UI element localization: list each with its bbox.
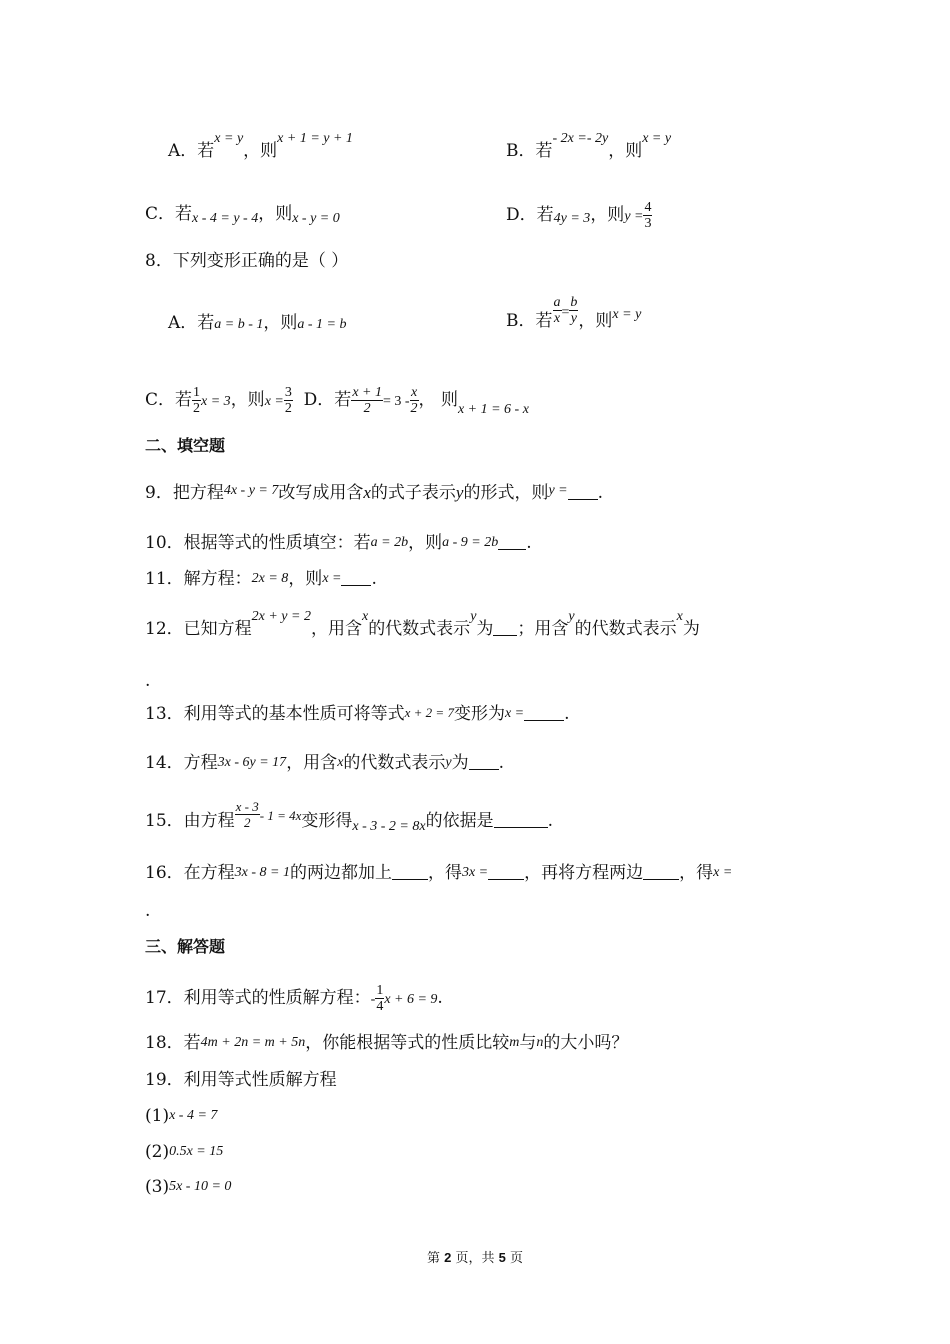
fraction bbox=[351, 385, 383, 416]
q7-option-a bbox=[168, 131, 353, 164]
answer-blank[interactable] bbox=[488, 863, 524, 880]
page-total: 5 bbox=[498, 1250, 506, 1265]
q8-option-b bbox=[506, 295, 642, 334]
fraction bbox=[375, 983, 384, 1014]
numerator: 4 bbox=[644, 200, 652, 215]
item-label: (3) bbox=[145, 1177, 170, 1197]
math-expr: a - 1 = b bbox=[297, 317, 347, 332]
text: 页，共 bbox=[451, 1251, 499, 1266]
question-10 bbox=[145, 532, 532, 556]
denominator: 2 bbox=[363, 401, 371, 416]
math-expr: - 2x =- 2y bbox=[552, 131, 609, 146]
text: 的两边都加上 bbox=[289, 863, 392, 883]
numerator: x bbox=[410, 385, 418, 400]
math-expr: = bbox=[561, 305, 570, 320]
text: . bbox=[597, 483, 604, 503]
option-label: D．若 bbox=[506, 205, 554, 225]
math-var: x bbox=[337, 755, 344, 770]
numerator: x - 3 bbox=[235, 799, 259, 814]
denominator: 3 bbox=[644, 216, 652, 231]
answer-blank[interactable] bbox=[392, 863, 428, 880]
denominator: y bbox=[570, 311, 578, 326]
answer-blank[interactable] bbox=[524, 704, 564, 721]
math-expr: x = 3 bbox=[201, 394, 231, 409]
text: 15．由方程 bbox=[145, 811, 235, 831]
question-19-item-2 bbox=[145, 1141, 223, 1165]
math-expr: 4x - y = 7 bbox=[223, 483, 279, 498]
math-expr: x - y = 0 bbox=[292, 211, 340, 226]
option-label: C．若 bbox=[145, 204, 193, 224]
item-label: (1) bbox=[145, 1106, 170, 1126]
numerator: 1 bbox=[376, 983, 384, 998]
denominator: 4 bbox=[376, 999, 384, 1014]
numerator: 1 bbox=[193, 385, 201, 400]
text: 与 bbox=[519, 1033, 537, 1053]
math-expr: x + 1 = 6 - x bbox=[457, 402, 529, 417]
math-expr: = 3 - bbox=[382, 394, 410, 409]
answer-blank[interactable] bbox=[341, 569, 371, 586]
math-expr: 5x - 10 = 0 bbox=[169, 1179, 232, 1194]
math-expr: 2x + y = 2 bbox=[251, 609, 311, 624]
text: ，则 bbox=[590, 205, 625, 225]
text: 10．根据等式的性质填空：若 bbox=[145, 533, 371, 553]
math-expr: x = bbox=[504, 706, 525, 721]
math-expr: x = y bbox=[214, 131, 244, 146]
text: ，再将方程两边 bbox=[524, 863, 644, 883]
q8-option-a bbox=[168, 312, 347, 336]
text: 13．利用等式的基本性质可将等式 bbox=[145, 704, 405, 724]
math-expr: 0.5x = 15 bbox=[169, 1144, 224, 1159]
question-19: 19．利用等式性质解方程 bbox=[145, 1070, 337, 1090]
q7-option-c bbox=[145, 203, 340, 227]
text: ，则 bbox=[230, 390, 265, 410]
text: 为 bbox=[682, 619, 700, 639]
question-14 bbox=[145, 752, 504, 776]
math-expr: x + 6 = 9 bbox=[384, 992, 438, 1007]
question-16-end: . bbox=[145, 901, 151, 921]
text: 17．利用等式的性质解方程： bbox=[145, 988, 371, 1008]
text: ，你能根据等式的性质比较 bbox=[305, 1033, 510, 1053]
math-var: y bbox=[445, 755, 452, 770]
denominator: 2 bbox=[193, 401, 201, 416]
math-var: x bbox=[363, 483, 371, 502]
question-18 bbox=[145, 1032, 628, 1056]
text: . bbox=[547, 811, 553, 831]
question-12-end: . bbox=[145, 671, 151, 691]
math-expr: x = bbox=[264, 394, 284, 409]
math-expr: 3x - 8 = 1 bbox=[234, 865, 290, 880]
option-label: B．若 bbox=[506, 311, 553, 331]
text: ，则 bbox=[408, 533, 443, 553]
text: ，则 bbox=[578, 311, 613, 331]
question-11 bbox=[145, 568, 377, 592]
numerator: x + 1 bbox=[352, 385, 382, 400]
question-17 bbox=[145, 983, 443, 1014]
text: ；用含 bbox=[517, 619, 569, 639]
answer-blank[interactable] bbox=[494, 811, 548, 828]
text: 9．把方程 bbox=[145, 483, 224, 503]
q7-option-b bbox=[506, 131, 672, 164]
math-expr: y = bbox=[624, 209, 644, 224]
text: 变形为 bbox=[453, 704, 505, 724]
option-label: C．若 bbox=[145, 390, 193, 410]
text: 的形式，则 bbox=[463, 483, 549, 503]
math-expr: y = bbox=[548, 483, 568, 498]
denominator: 2 bbox=[410, 401, 418, 416]
text: 页 bbox=[505, 1251, 523, 1266]
q8-option-c bbox=[145, 385, 529, 416]
text: ，则 bbox=[608, 141, 643, 161]
math-expr: x - 4 = y - 4 bbox=[192, 211, 259, 226]
math-expr: x = y bbox=[642, 131, 672, 146]
math-expr: - 1 = 4x bbox=[259, 808, 302, 823]
text: 的大小吗？ bbox=[543, 1033, 629, 1053]
numerator: 3 bbox=[284, 385, 292, 400]
math-expr: 3x - 6y = 17 bbox=[217, 755, 287, 770]
math-var: y bbox=[568, 609, 575, 624]
question-19-item-1 bbox=[145, 1105, 217, 1129]
math-expr: a - 9 = 2b bbox=[442, 535, 499, 550]
option-label: A．若 bbox=[168, 313, 215, 333]
answer-blank[interactable] bbox=[469, 753, 499, 770]
fraction bbox=[192, 385, 201, 416]
math-var: x bbox=[361, 609, 369, 624]
numerator: b bbox=[570, 295, 578, 310]
math-var: y bbox=[470, 609, 477, 624]
answer-blank[interactable] bbox=[643, 863, 679, 880]
section-title-solve: 三、解答题 bbox=[145, 937, 226, 956]
text: ，则 bbox=[243, 141, 278, 161]
numerator: a bbox=[553, 295, 561, 310]
answer-blank[interactable] bbox=[493, 619, 517, 636]
question-19-item-3 bbox=[145, 1176, 231, 1200]
page-number: 2 bbox=[444, 1250, 452, 1265]
text: . bbox=[437, 988, 443, 1008]
page-footer bbox=[0, 1247, 950, 1266]
text: . bbox=[526, 533, 532, 553]
question-15 bbox=[145, 799, 553, 834]
math-expr: x + 1 = y + 1 bbox=[277, 131, 353, 146]
option-label: B．若 bbox=[506, 141, 553, 161]
section-title-fill-in: 二、填空题 bbox=[145, 436, 226, 455]
math-var: n bbox=[536, 1035, 544, 1050]
denominator: 2 bbox=[243, 815, 251, 830]
answer-blank[interactable] bbox=[568, 483, 598, 500]
item-label: (2) bbox=[145, 1142, 170, 1162]
math-expr: 4m + 2n = m + 5n bbox=[200, 1035, 306, 1050]
text: 的依据是 bbox=[425, 811, 494, 831]
text: 的代数式表示 bbox=[343, 753, 446, 773]
math-expr: x = bbox=[322, 571, 342, 586]
math-expr: 2x = 8 bbox=[251, 571, 289, 586]
text: . bbox=[498, 753, 505, 773]
text: 的代数式表示 bbox=[368, 619, 471, 639]
text: 14．方程 bbox=[145, 753, 218, 773]
text: . bbox=[371, 569, 377, 589]
fraction bbox=[410, 385, 419, 416]
option-label: A．若 bbox=[168, 141, 215, 161]
text: 的式子表示 bbox=[370, 483, 456, 503]
math-expr: x + 2 = 7 bbox=[404, 705, 454, 720]
text: 改写成用含 bbox=[278, 483, 364, 503]
text: 的代数式表示 bbox=[574, 619, 677, 639]
math-expr: - bbox=[370, 992, 376, 1007]
text: 为 bbox=[451, 753, 469, 773]
text: 18．若 bbox=[145, 1033, 201, 1053]
denominator: x bbox=[553, 311, 561, 326]
math-var: y bbox=[455, 483, 464, 502]
text: ，用含 bbox=[286, 753, 338, 773]
fraction bbox=[553, 295, 562, 326]
math-expr: x = bbox=[713, 865, 733, 880]
math-expr: x = y bbox=[612, 307, 642, 322]
math-var: m bbox=[509, 1035, 520, 1050]
question-9 bbox=[145, 482, 603, 506]
text: ，则 bbox=[288, 569, 323, 589]
text: 16．在方程 bbox=[145, 863, 235, 883]
text: 变形得 bbox=[301, 811, 353, 831]
q7-option-d bbox=[506, 200, 652, 231]
fraction bbox=[284, 385, 293, 416]
fraction bbox=[643, 200, 652, 231]
text: ，用含 bbox=[310, 619, 362, 639]
text: ， 则 bbox=[418, 390, 458, 410]
question-13 bbox=[145, 703, 570, 727]
option-label: D．若 bbox=[303, 390, 352, 410]
math-expr: a = b - 1 bbox=[214, 317, 264, 332]
text: 11．解方程： bbox=[145, 569, 252, 589]
math-expr: 4y = 3 bbox=[553, 211, 591, 226]
math-expr: x - 3 - 2 = 8x bbox=[352, 819, 426, 834]
math-expr: 3x = bbox=[461, 865, 489, 880]
math-var: x bbox=[676, 609, 683, 624]
text: 为 bbox=[476, 619, 494, 639]
answer-blank[interactable] bbox=[498, 533, 526, 550]
text: 12．已知方程 bbox=[145, 619, 252, 639]
text: ，得 bbox=[679, 863, 714, 883]
q8-stem: 8．下列变形正确的是（ ） bbox=[145, 251, 349, 271]
text: 第 bbox=[426, 1251, 445, 1266]
denominator: 2 bbox=[284, 401, 292, 416]
fraction bbox=[235, 799, 260, 830]
text: ，则 bbox=[263, 313, 298, 333]
math-expr: x - 4 = 7 bbox=[169, 1108, 218, 1123]
question-16 bbox=[145, 862, 732, 886]
question-12 bbox=[145, 609, 700, 642]
text: ，得 bbox=[427, 863, 462, 883]
text: ，则 bbox=[258, 204, 293, 224]
text: . bbox=[564, 704, 570, 724]
math-expr: a = 2b bbox=[370, 535, 409, 550]
